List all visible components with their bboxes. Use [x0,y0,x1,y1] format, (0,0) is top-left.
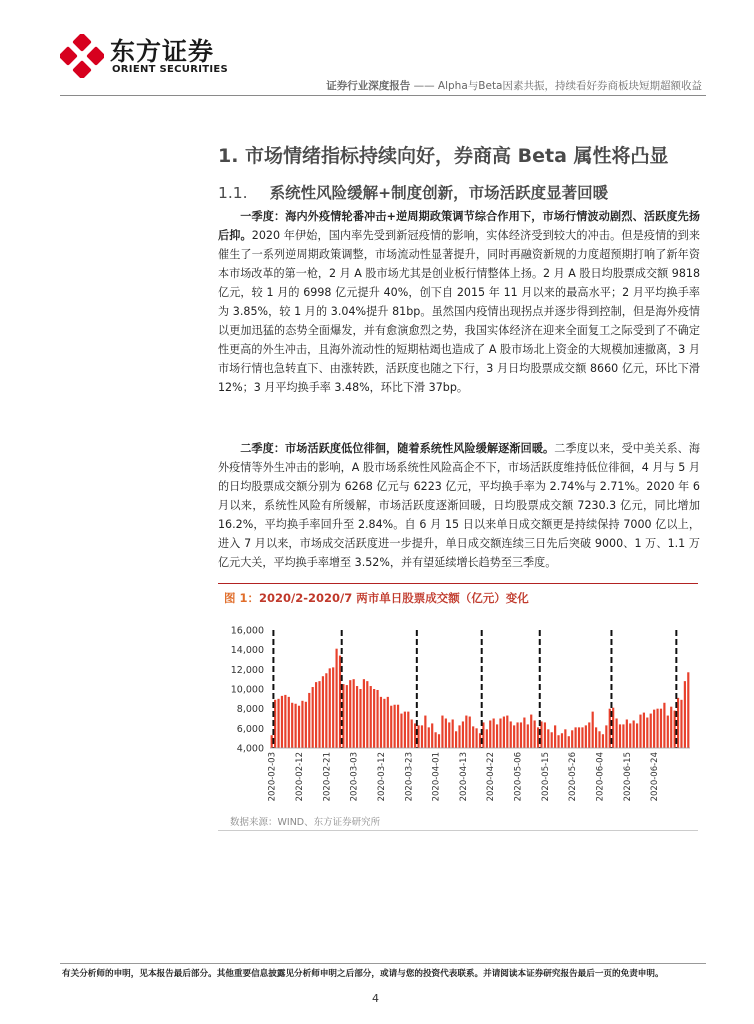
bar [564,729,566,748]
y-tick-label: 12,000 [230,664,264,676]
bar [506,716,508,748]
bar [636,723,638,748]
bar [322,676,324,748]
x-tick-label: 2020-05-06 [513,752,524,802]
bar [298,706,300,748]
x-tick-label: 2020-02-03 [267,752,278,802]
bar [629,723,631,748]
bar [530,715,532,748]
bar [626,719,628,748]
subsection-title: 系统性风险缓解+制度创新，市场活跃度显著回暖 [269,184,609,202]
bar [325,673,327,748]
bar [496,724,498,748]
bar [605,725,607,748]
bar [315,682,317,748]
section-heading: 1. 市场情绪指标持续向好，券商高 Beta 属性将凸显 [218,145,669,167]
bar [575,727,577,748]
bar [370,686,372,748]
bar [551,732,553,748]
bar [513,725,515,748]
bar [633,720,635,748]
running-header [326,78,702,93]
bar [373,689,375,748]
x-tick-label: 2020-05-26 [568,752,579,802]
bar [383,699,385,748]
bar [291,703,293,748]
bar [663,703,665,748]
bar [482,722,484,748]
bar [332,667,334,748]
bar [380,697,382,748]
bar [452,719,454,748]
bar [595,727,597,748]
x-tick-label: 2020-06-04 [595,752,606,802]
bar [312,687,314,748]
bar [534,720,536,748]
bar [407,712,409,748]
bar [469,717,471,748]
bar [547,729,549,748]
bar [428,727,430,748]
header-divider [60,95,706,96]
y-tick-label: 6,000 [236,723,264,735]
bar [438,734,440,748]
bar [568,736,570,748]
bar [650,714,652,748]
bar [277,699,279,748]
paragraph-q2 [218,439,700,572]
bar [646,718,648,748]
bar [516,722,518,748]
bar [687,672,689,748]
figure-top-rule [218,583,698,584]
bar [295,704,297,748]
bar [448,722,450,748]
bar [578,727,580,748]
bar [288,697,290,748]
bar [619,724,621,748]
bar [465,716,467,748]
paragraph-q1-body: 2020 年伊始，国内率先受到新冠疫情的影响，实体经济受到较大的冲击。但是疫情的到来催生了一系列逆周期政策调整，市场流动性显著提升，同时再融资新规的力度超预期打响了新年资本市场改革的第一枪，2 月 A 股市场尤其是创业板行情整体上扬。2 月 A 股日均股票成交额 9818 亿元，较 1 月的 6998 亿元提升 40%，创下自 2015 年 11 月以来的最高水平；2 月平均换手率为 3.85%，较 1 月的 3.04%提升 81bp。虽然国内疫情出现拐点并逐步得到控制，但是海外疫情以更加迅猛的态势全面爆发，并有愈演愈烈之势，我国实体经济在迎来全面复工之际受到了不确定性更高的外生冲击，且海外流动性的短期枯竭也造成了 A 股市场北上资金的大规模加速撤离，3 月市场行情也急转直下、由涨转跌，活跃度也随之下行，3 月日均股票成交额 8660 亿元，环比下滑 12%；3 月平均换手率 3.48%，环比下滑 37bp。 [218,229,700,394]
paragraph-q1 [218,207,700,397]
figure-title [224,590,529,606]
bar [356,686,358,748]
x-tick-label: 2020-02-21 [322,752,333,802]
bar [554,725,556,748]
bar [353,679,355,748]
paragraph-q1-lead: 一季度：海内外疫情轮番冲击+逆周期政策调节综合作用下，市场行情波动剧烈、活跃度先扬后抑。 [218,210,700,242]
y-tick-label: 14,000 [230,645,264,657]
bar [622,724,624,748]
bar [441,716,443,748]
x-tick-label: 2020-04-22 [486,752,497,802]
bar [472,726,474,748]
x-tick-label: 2020-03-23 [404,752,415,802]
bar [523,718,525,748]
subsection-number: 1.1. [218,184,248,202]
bar [585,725,587,748]
header-dash: —— [410,80,438,92]
figure-bottom-rule [218,830,698,831]
bar [503,717,505,748]
x-tick-label: 2020-05-15 [540,752,551,802]
bar [390,706,392,748]
bar [493,719,495,749]
bar [510,721,512,748]
bar [349,680,351,748]
figure-caption: 2020/2-2020/7 两市单日股票成交额（亿元）变化 [259,591,529,605]
bar [571,730,573,748]
bar [305,702,307,748]
x-tick-label: 2020-04-13 [458,752,469,802]
bar [329,668,331,748]
bar [462,721,464,748]
paragraph-q2-body: 二季度以来，受中美关系、海外疫情等外生冲击的影响，A 股市场系统性风险高企不下，市场活跃度维持低位徘徊，4 月与 5 月的日均股票成交额分别为 6268 亿元与 6223 亿元，平均换手率为 2.74%与 2.71%。2020 年 6 月以来，系统性风险有所缓解，市场活跃度逐渐回暖，日均股票成交额 7230.3 亿元，同比增加 16.2%，平均换手率回升至 2.84%。自 6 月 15 日以来单日成交额更是持续保持 7000 亿以上，进入 7 月以来，市场成交活跃度进一步提升，单日成交额连续三日先后突破 9000、1 万、1.1 万亿元大关，平均换手率增至 3.52%，并有望延续增长趋势至三季度。 [218,442,700,569]
bar [455,731,457,748]
figure-number: 图 1： [224,591,260,605]
bar [435,732,437,748]
bar [335,649,337,748]
bar [561,733,563,748]
bar [670,707,672,748]
report-subtitle: Alpha与Beta因素共振，持续看好券商板块短期超额收益 [437,80,702,92]
bar [544,722,546,748]
bar [404,712,406,748]
bar [684,681,686,748]
bar [667,716,669,748]
brand-name-cn: 东方证券 [110,37,215,66]
orient-securities-logo-icon [60,34,104,78]
bar [387,697,389,748]
x-tick-label: 2020-04-01 [431,752,442,802]
report-type: 证券行业深度报告 [326,80,411,92]
y-tick-label: 10,000 [230,684,264,696]
bar [417,725,419,748]
bar [376,690,378,748]
bar [592,712,594,748]
brand-name-en: ORIENT SECURITIES [112,64,229,75]
bar [499,719,501,749]
x-tick-label: 2020-03-12 [377,752,387,802]
x-tick-label: 2020-02-12 [295,752,305,802]
bar [458,725,460,748]
bar [445,719,447,749]
company-logo [60,30,230,80]
bar [643,713,645,748]
bar [660,709,662,748]
page-number: 4 [372,992,379,1005]
bar [520,722,522,748]
bar [489,720,491,748]
bar [359,689,361,748]
bar [414,723,416,748]
bar [598,731,600,748]
bar [680,700,682,748]
bar [400,714,402,748]
bar [656,709,658,748]
bar [653,710,655,748]
bar [581,727,583,748]
bar [527,724,529,748]
paragraph-q2-lead: 二季度：市场活跃度低位徘徊，随着系统性风险缓解逐渐回暖。 [240,442,555,455]
figure-source: 数据来源：WIND、东方证券研究所 [230,817,381,828]
footer-divider [60,963,706,964]
bar [301,701,303,748]
bar [639,715,641,748]
x-tick-label: 2020-06-15 [622,752,633,802]
bar [346,685,348,748]
bar [615,719,617,749]
turnover-bar-chart [218,612,698,812]
bar [588,722,590,748]
x-tick-label: 2020-03-03 [349,752,360,802]
bar [411,719,413,748]
subsection-heading [218,181,608,203]
bar [421,725,423,748]
bar [366,681,368,748]
bar [363,679,365,748]
bar [602,734,604,748]
footer-disclaimer: 有关分析师的申明，见本报告最后部分。其他重要信息披露见分析师申明之后部分，或请与您的投资代表联系。并请阅读本证券研究报告最后一页的免责申明。 [62,969,664,979]
bar [281,696,283,748]
bar [424,716,426,748]
bar [475,728,477,748]
bar [557,735,559,748]
bar [394,705,396,748]
bar [308,693,310,748]
y-tick-label: 8,000 [236,704,264,716]
y-tick-label: 16,000 [230,625,264,637]
bar [486,729,488,748]
bar [397,705,399,748]
x-tick-label: 2020-06-24 [650,752,661,802]
bar [318,681,320,748]
bar [284,695,286,748]
y-tick-label: 4,000 [236,743,264,755]
bar [431,723,433,748]
